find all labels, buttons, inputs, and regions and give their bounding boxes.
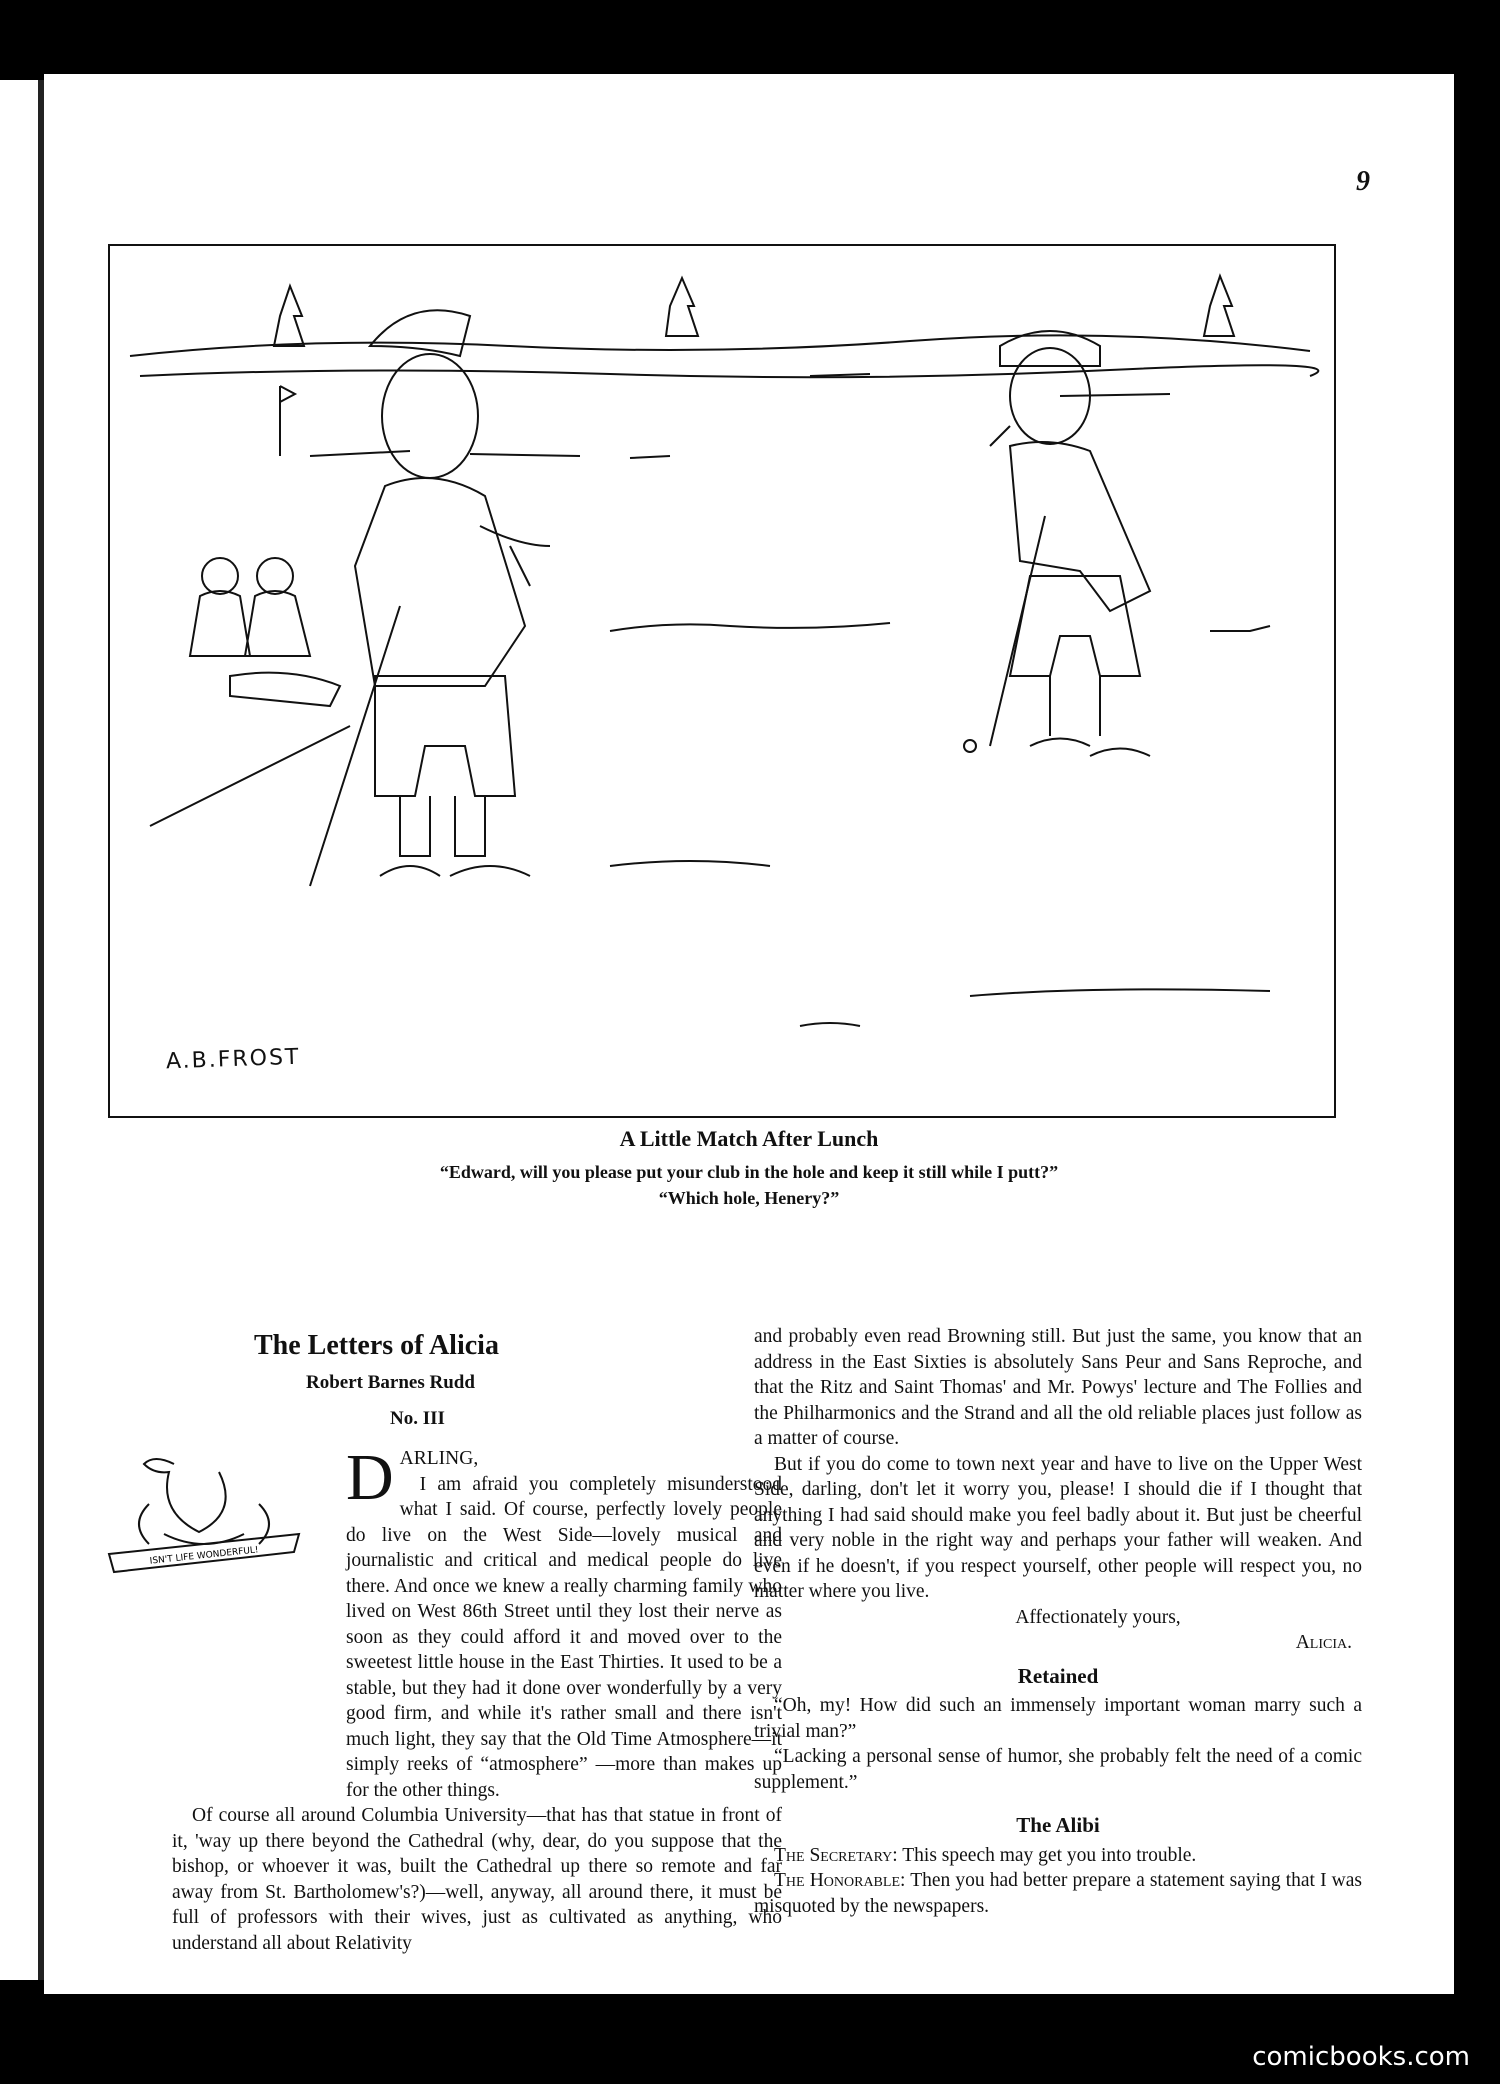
right-column	[754, 1324, 1362, 1919]
letter-paragraph-3: and probably even read Browning still. But just the same, you know that an address in the East Sixties is absolutely Sans Peur and Sans Reproche, and that the Ritz and Saint Thomas' and Mr. Powys' lecture and The Follies and the Philharmonics and the Strand and all the old reliable places just follow as a matter of course.	[754, 1326, 1362, 1449]
artist-signature: A.B.FROST	[165, 1044, 301, 1075]
alibi-speaker-1: The Secretary:	[774, 1844, 898, 1866]
salutation: ARLING,	[399, 1448, 479, 1469]
page-edge	[0, 80, 44, 1980]
alibi-speaker-2: The Honorable:	[774, 1870, 906, 1891]
caption-title: A Little Match After Lunch	[619, 1126, 879, 1151]
article-issue: No. III	[390, 1408, 445, 1429]
letter-paragraph-1: I am afraid you completely misunderstood what I said. Of course, perfectly lovely people do live on the West Side—lovely musical and journalistic and critical and medical people do live there. And once we knew a really charming family who lived on West 86th Street until they lost their nerve as soon as they could afford it and moved over to the sweetest little house in the East Thirties. It used to be a stable, but they had it done over wonderfully by a very good firm, and while it's rather small and there isn't much light, they say that the Old Time Atmosphere—it simply reeks of “atmosphere” —more than makes up for the other things.	[346, 1473, 782, 1801]
signoff: Alicia.	[1295, 1632, 1352, 1653]
alibi-line-1	[754, 1843, 1362, 1869]
retained-paragraph-2: “Lacking a personal sense of humor, she probably felt the need of a comic supplement.”	[754, 1746, 1362, 1793]
emblem-text: ISN'T LIFE WONDERFUL!	[149, 1545, 260, 1567]
caption-line-1: “Edward, will you please put your club in the hole and keep it still while I putt?”	[439, 1162, 1059, 1182]
article-title: The Letters of Alicia	[254, 1330, 499, 1361]
magazine-page	[44, 74, 1454, 1994]
alibi-text-1: This speech may get you into trouble.	[902, 1844, 1197, 1866]
retained-paragraph-1: “Oh, my! How did such an immensely important woman marry such a trivial man?”	[754, 1695, 1362, 1742]
salutation-block	[172, 1441, 782, 1803]
golf-cartoon-drawing	[110, 246, 1334, 1116]
closing: Affectionately yours,	[1015, 1606, 1181, 1628]
alibi-text-2: Then you had better prepare a statement saying that I was misquoted by the newspapers.	[754, 1870, 1362, 1917]
article-author: Robert Barnes Rudd	[306, 1372, 475, 1393]
letter-paragraph-2: Of course all around Columbia University—that has that statue in front of it, 'way up there beyond the Cathedral (why, dear, do you suppose that the bishop, or whoever it was, built the Cathedral up there so remote and far away from St. Bartholomew's?)—well, anyway, all around there, it must be full of professors with their wives, just as cultivated as anything, who understand all about Relativity	[172, 1805, 782, 1954]
caption-line-2: “Which hole, Henery?”	[658, 1188, 840, 1208]
alibi-title: The Alibi	[1016, 1813, 1100, 1837]
retained-title: Retained	[1017, 1663, 1099, 1688]
left-column	[172, 1441, 782, 1956]
drop-cap: D	[346, 1441, 394, 1514]
page-number: 9	[1356, 166, 1370, 197]
alibi-line-2	[754, 1868, 1362, 1919]
watermark: comicbooks.com	[1252, 2042, 1470, 2072]
letter-paragraph-4: But if you do come to town next year and have to live on the Upper West Side, darling, don't let it worry you, please! I should die if I thought that anything I had said should make you feel badly about it. But just be cheerful and very noble in the right way and perhaps your father will weaken. And even if he doesn't, if you respect yourself, other people will respect you, no matter where you live.	[754, 1453, 1362, 1602]
cartoon-illustration	[108, 244, 1336, 1118]
